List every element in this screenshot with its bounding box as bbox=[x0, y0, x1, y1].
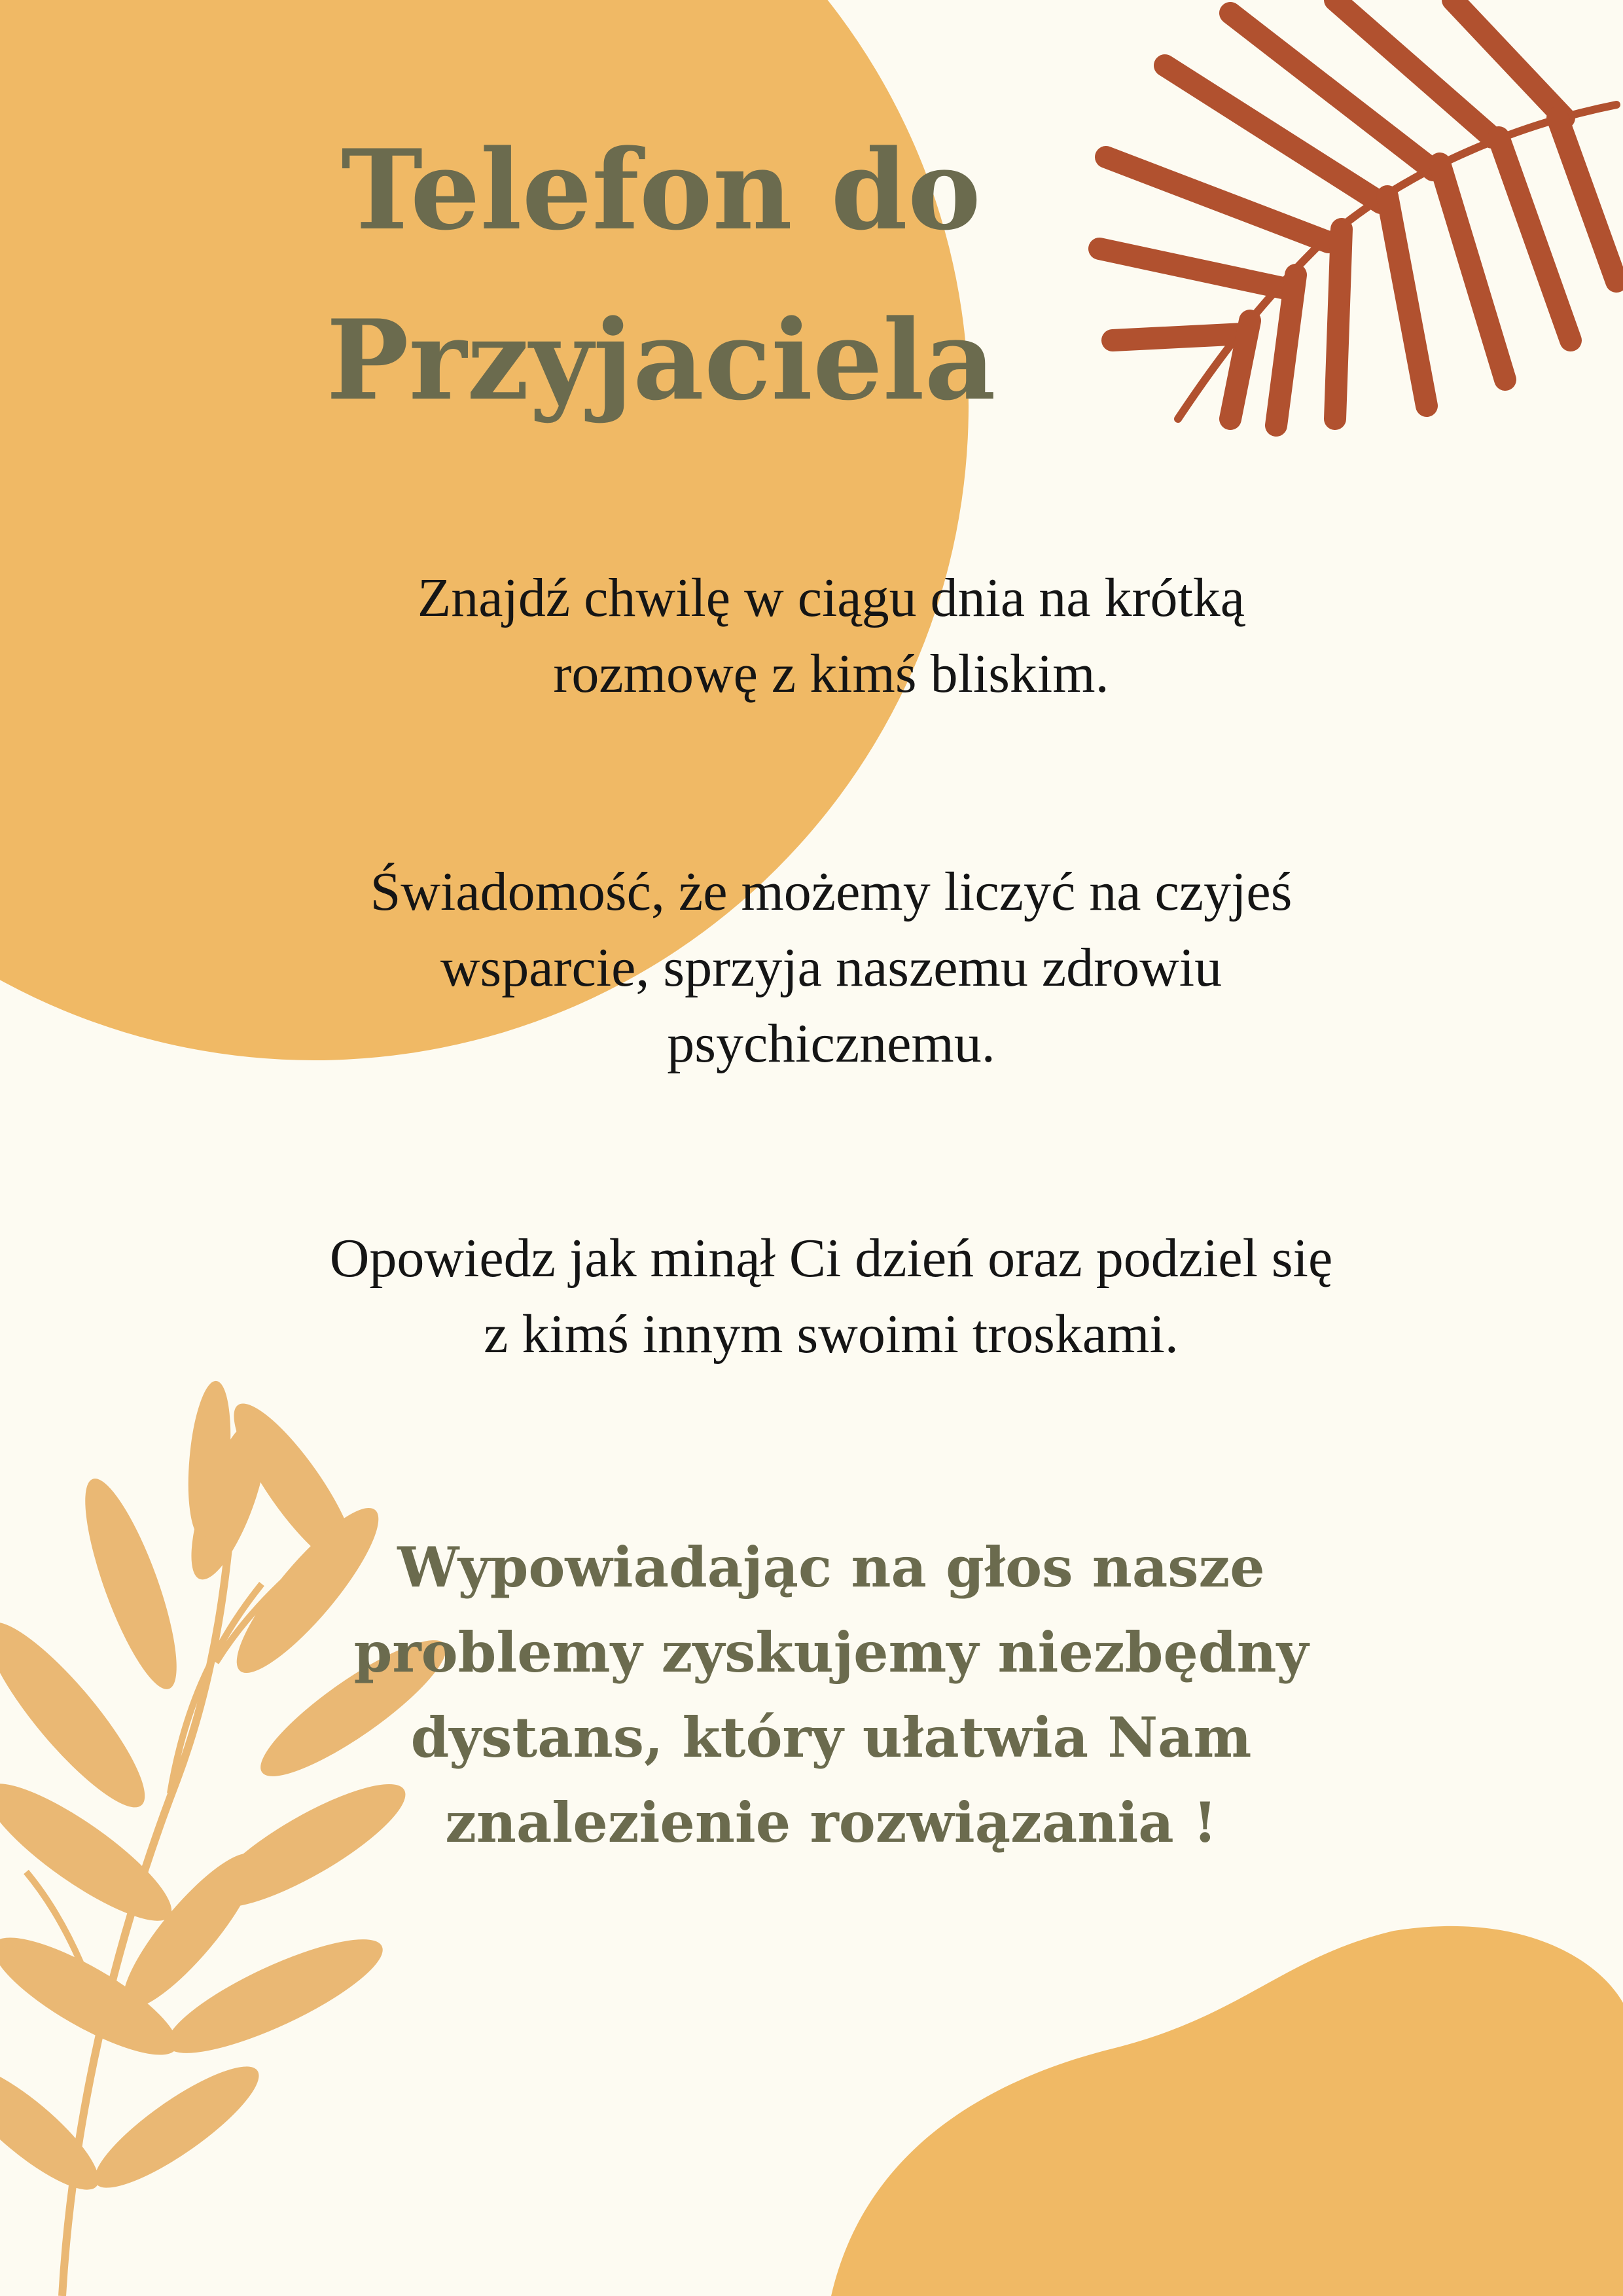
paragraph-share-day bbox=[183, 1221, 1479, 1372]
closing-line: problemy zyskujemy niezbędny bbox=[353, 1620, 1309, 1685]
closing-line: znalezienie rozwiązania ! bbox=[445, 1790, 1217, 1855]
closing-statement bbox=[262, 1525, 1400, 1865]
closing-line: Wypowiadając na głos nasze bbox=[397, 1535, 1265, 1600]
page-title bbox=[196, 105, 1126, 445]
closing-line: dystans, który ułatwia Nam bbox=[410, 1705, 1252, 1770]
orange-blob bbox=[831, 1926, 1623, 2296]
paragraph-support bbox=[183, 854, 1479, 1082]
title-line-2: Przyjaciela bbox=[326, 295, 996, 425]
paragraph-line: wsparcie, sprzyja naszemu zdrowiu bbox=[440, 937, 1222, 998]
paragraph-short-conversation bbox=[183, 560, 1479, 712]
paragraph-line: Opowiedz jak minął Ci dzień oraz podziel się bbox=[329, 1228, 1333, 1289]
paragraph-line: Świadomość, że możemy liczyć na czyjeś bbox=[370, 861, 1293, 922]
paragraph-line: z kimś innym swoimi troskami. bbox=[484, 1304, 1179, 1365]
paragraph-line: rozmowę z kimś bliskim. bbox=[553, 643, 1109, 704]
paragraph-line: Znajdź chwilę w ciągu dnia na krótką bbox=[417, 567, 1245, 628]
paragraph-line: psychicznemu. bbox=[667, 1013, 995, 1074]
title-line-1: Telefon do bbox=[341, 125, 981, 255]
rust-palm-leaf-icon bbox=[1099, 0, 1616, 425]
